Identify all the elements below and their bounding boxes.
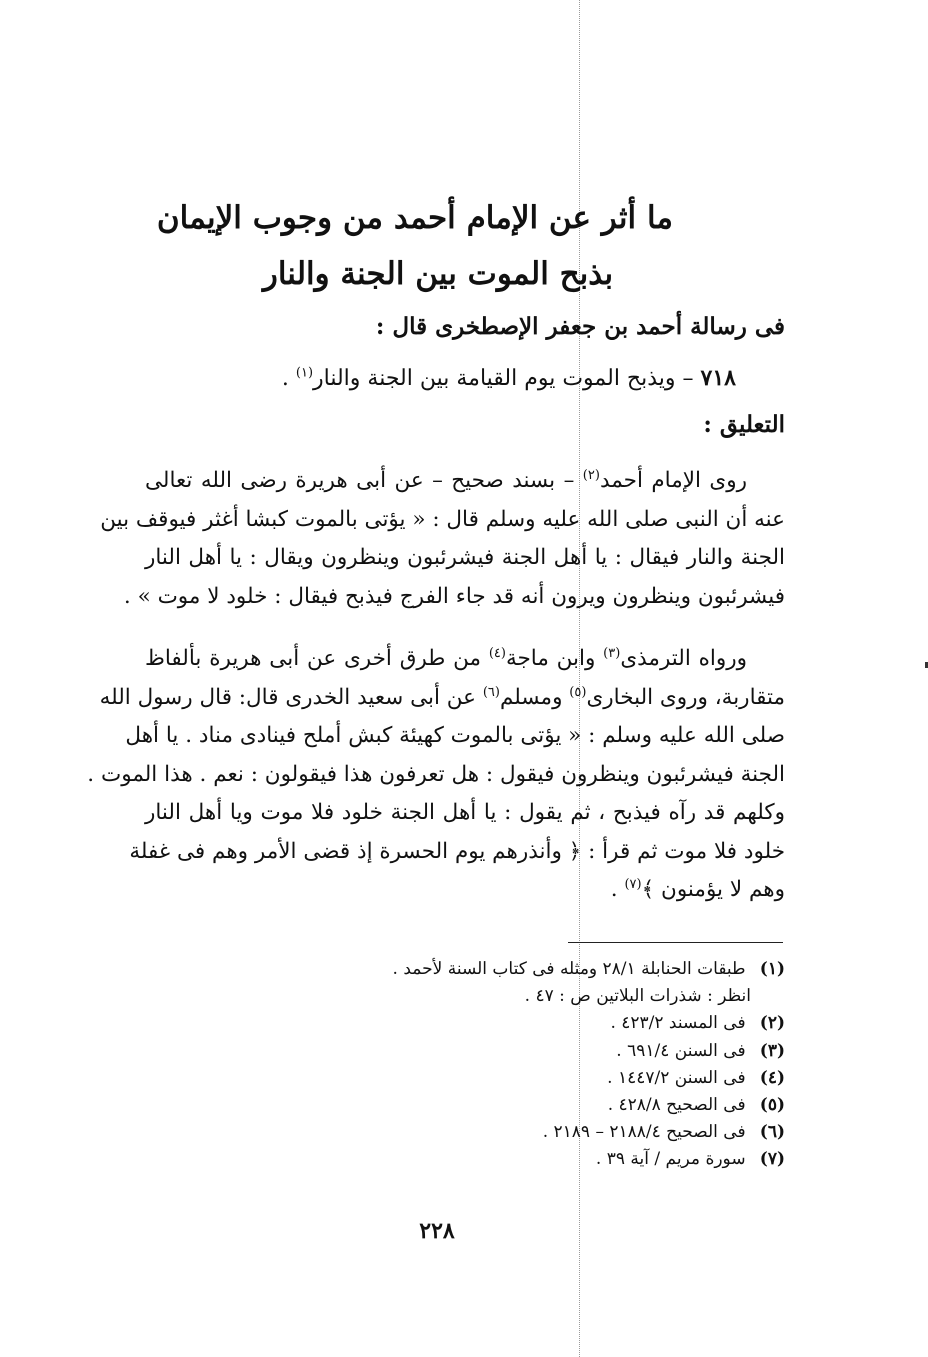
footnote-number: (١) <box>759 959 785 979</box>
footnote-number: (٥) <box>759 1095 785 1116</box>
commentary-paragraph-1 <box>100 462 785 616</box>
footnote-number: (٣) <box>759 1040 785 1061</box>
footnotes <box>265 956 785 1174</box>
paragraph-line: وكلهم قد رآه فيذبح ، ثم يقول : يا أهل الجنة خلود فلا موت ويا أهل النار <box>145 800 785 825</box>
paragraph-line: الجنة فيشرئبون وينظرون فيقول : هل تعرفون هذا فيقولون : نعم . هذا الموت . <box>87 761 785 787</box>
commentary-heading: التعليق : <box>703 411 785 438</box>
footnote-text: فى الصحيح ٤٢٨/٨ . <box>607 1095 746 1116</box>
page-number: ٢٢٨ <box>419 1218 455 1244</box>
numbered-item <box>282 360 736 397</box>
footnote <box>265 1065 785 1092</box>
chapter-title-line-2: بذبح الموت بين الجنة والنار <box>262 256 614 292</box>
footnote-ref: (٧) <box>624 876 642 892</box>
footnote <box>265 983 785 1010</box>
paragraph-line <box>99 679 785 718</box>
paragraph-line: صلى الله عليه وسلم : « يؤتى بالموت كهيئة كبش أملح فينادى مناد . يا أهل <box>125 723 785 748</box>
footnote-text: سورة مريم / آية ٣٩ . <box>595 1149 746 1170</box>
paragraph-line <box>145 640 785 679</box>
text-run: وهم لا يؤمنون ﴾ <box>641 877 785 902</box>
item-number: ٧١٨ <box>700 365 736 391</box>
footnote-ref: (٢) <box>582 467 600 483</box>
footnote <box>265 956 785 983</box>
text-run: من طرق أخرى عن أبى هريرة بألفاظ <box>145 646 489 671</box>
text-run: ومسلم <box>499 684 570 710</box>
footnote <box>265 1010 785 1037</box>
item-text: – ويذبح الموت يوم القيامة بين الجنة والنار <box>313 366 694 391</box>
footnote-number: (٦) <box>759 1122 785 1143</box>
paragraph-line: الجنة والنار فيقال : يا أهل الجنة فيشرئبون وينظرون ويقال : يا أهل النار <box>145 545 785 570</box>
footnote-text: فى المسند ٤٢٣/٢ . <box>610 1013 746 1034</box>
chapter-title-line-1: ما أثر عن الإمام أحمد من وجوب الإيمان <box>156 200 673 236</box>
paragraph-line <box>145 871 785 910</box>
footnote-number: (٧) <box>759 1149 785 1170</box>
text-run: ورواه الترمذى <box>620 646 747 671</box>
text-run: وابن ماجة <box>505 646 604 671</box>
footnote <box>265 1119 785 1146</box>
footnote-ref: (٦) <box>482 684 500 700</box>
footnote-separator <box>568 942 783 943</box>
footnote-text: انظر : شذرات البلاتين ص : ٤٧ . <box>524 986 751 1007</box>
commentary-paragraph-2 <box>87 640 785 910</box>
text-run: . <box>610 877 625 902</box>
footnote-ref: (٥) <box>569 684 587 700</box>
footnote-ref: (٤) <box>488 645 506 661</box>
text-run: – بسند صحيح – عن أبى هريرة رضى الله تعالى <box>145 468 583 493</box>
text-run: عن أبى سعيد الخدرى قال: قال رسول الله <box>99 684 483 710</box>
paragraph-line: فيشرئبون وينظرون ويرون أنه قد جاء الفرج فيذبح فيقال : خلود لا موت » . <box>123 583 785 609</box>
footnote-text: طبقات الحنابلة ٢٨/١ ومثله فى كتاب السنة لأحمد . <box>392 959 746 979</box>
footnote-number: (٢) <box>759 1013 785 1034</box>
footnote <box>265 1038 785 1065</box>
text-run: متقاربة، وروى البخارى <box>586 684 785 710</box>
footnote-ref: (١) <box>295 365 314 381</box>
item-end: . <box>281 366 296 391</box>
source-subheading: فى رسالة أحمد بن جعفر الإصطخرى قال : <box>375 313 785 340</box>
paragraph-line <box>145 462 785 501</box>
paragraph-line: عنه أن النبى صلى الله عليه وسلم قال : « يؤتى بالموت كبشا أغثر فيوقف بين <box>100 506 785 532</box>
footnote <box>265 1146 785 1173</box>
footnote <box>265 1092 785 1119</box>
footnote-number: (٤) <box>759 1067 785 1088</box>
paragraph-line: خلود فلا موت ثم قرأ : ﴿ وأنذرهم يوم الحسرة إذ قضى الأمر وهم فى غفلة <box>129 838 785 864</box>
text-run: روى الإمام أحمد <box>599 468 747 493</box>
footnote-text: فى الصحيح ٢١٨٨/٤ – ٢١٨٩ . <box>542 1122 746 1143</box>
footnote-text: فى السنن ٦٩١/٤ . <box>616 1040 746 1061</box>
footnote-ref: (٣) <box>603 645 621 661</box>
footnote-text: فى السنن ١٤٤٧/٢ . <box>607 1067 746 1088</box>
